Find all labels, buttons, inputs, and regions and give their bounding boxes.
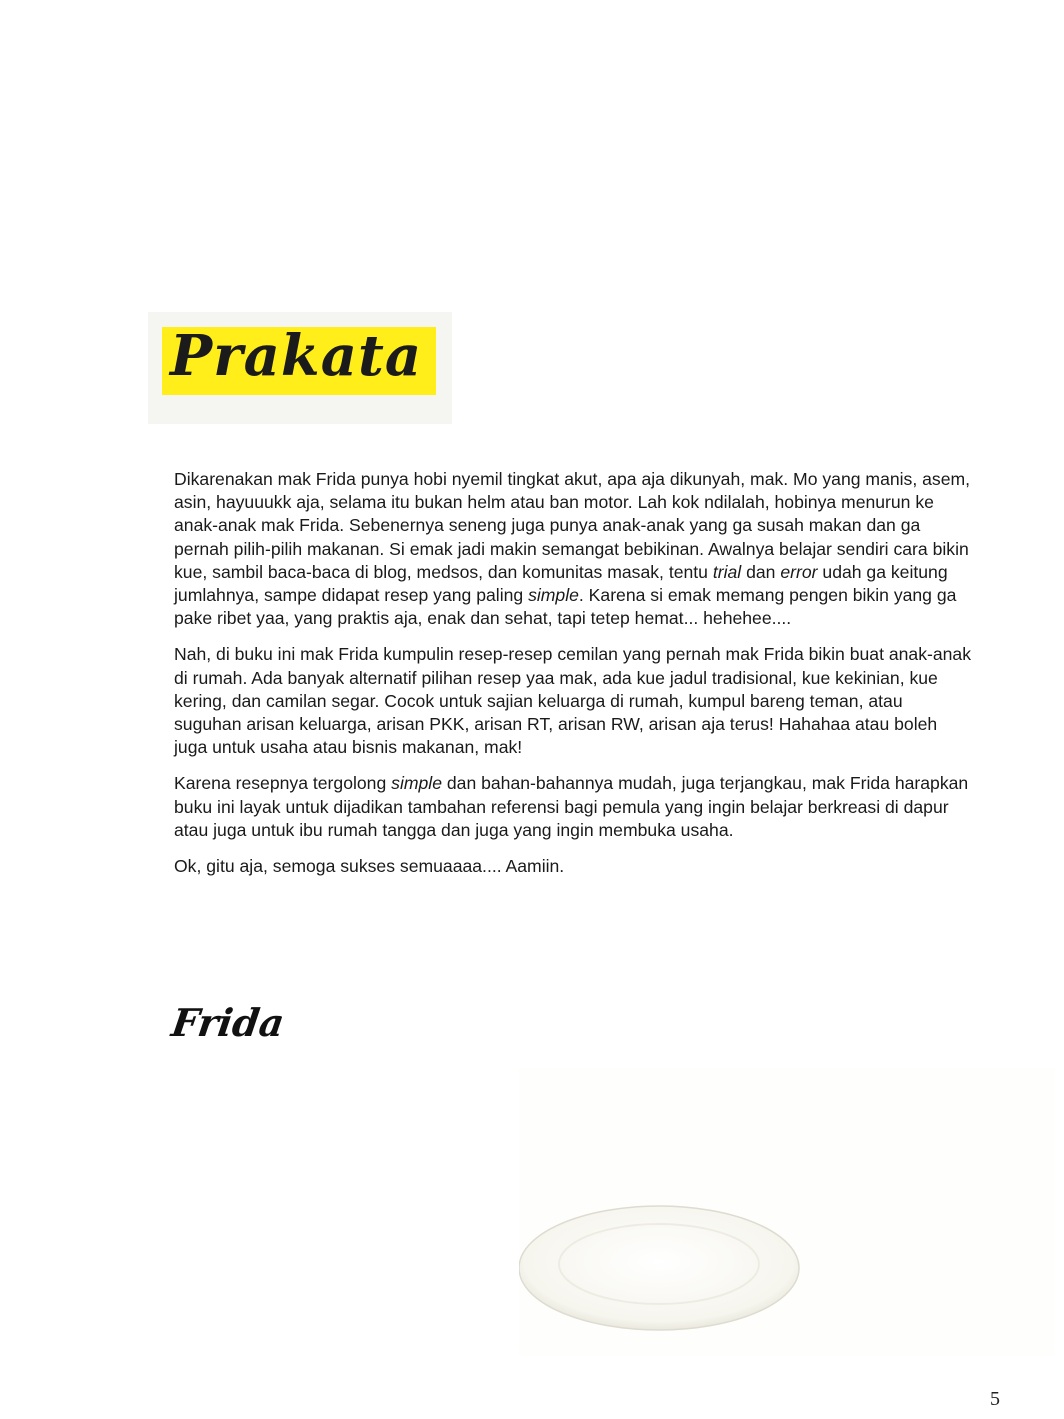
coffee-cake-illustration <box>519 1068 1055 1356</box>
paragraph-1: Dikarenakan mak Frida punya hobi nyemil tingkat akut, apa aja dikunyah, mak. Mo yang manis, asem, asin, hayuuukk aja, selama itu bukan helm atau ban motor. Lah kok ndilalah, hobinya menurun ke anak-anak mak Frida. Sebenernya seneng juga punya anak-anak yang ga susah makan dan ga pernah pilih-pilih makanan. Si emak jadi makin semangat bebikinan. Awalnya belajar sendiri cara bikin kue, sambil baca-baca di blog, medsos, dan komunitas masak, tentu trial dan error udah ga keitung jumlahnya, sampe didapat resep yang paling simple. Karena si emak memang pengen bikin yang ga pake ribet yaa, yang praktis aja, enak dan sehat, tapi tetep hemat... hehehee.... <box>174 469 971 629</box>
coffee-cake-photo <box>519 1068 1055 1356</box>
paragraph-4: Ok, gitu aja, semoga sukses semuaaaa.... Aamiin. <box>174 856 565 877</box>
paragraph-3: Karena resepnya tergolong simple dan bahan-bahannya mudah, juga terjangkau, mak Frida harapkan buku ini layak untuk dijadikan tambahan referensi bagi pemula yang ingin belajar berkreasi di dapur atau juga untuk ibu rumah tangga dan juga yang ingin membuka usaha. <box>174 773 969 840</box>
title-banner <box>148 312 452 424</box>
page-number: 5 <box>990 1388 1000 1410</box>
page-title: Prakata <box>170 323 423 389</box>
body-text <box>174 468 974 891</box>
author-signature: Frida <box>168 1000 288 1045</box>
paragraph-2: Nah, di buku ini mak Frida kumpulin resep-resep cemilan yang pernah mak Frida bikin buat anak-anak di rumah. Ada banyak alternatif pilihan resep yaa mak, ada kue jadul tradisional, kue kekinian, kue kering, dan camilan segar. Cocok untuk sajian keluarga di rumah, kumpul bareng teman, atau suguhan arisan keluarga, arisan PKK, arisan RT, arisan RW, arisan aja terus! Hahahaa atau boleh juga untuk usaha atau bisnis makanan, mak! <box>174 644 972 758</box>
